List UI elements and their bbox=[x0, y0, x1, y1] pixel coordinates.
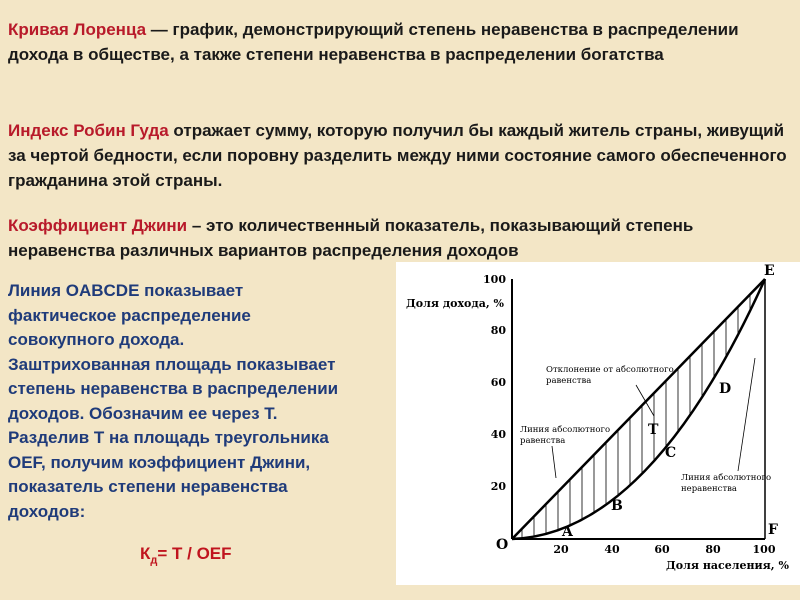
explanation-line: фактическое распределение bbox=[8, 305, 251, 325]
gini-term: Коэффициент Джини bbox=[8, 216, 188, 235]
point-a: A bbox=[562, 524, 573, 540]
y-tick-40: 40 bbox=[490, 428, 506, 441]
lorenz-graph bbox=[396, 262, 800, 585]
lorenz-definition: — график, демонстрирующий степень неравенства в распределении дохода в обществе, а также степени неравенства в распределении богатства bbox=[8, 20, 739, 64]
explanation-line: доходов. Обозначим ее через Т. bbox=[8, 403, 278, 423]
inequality-label-line2: неравенства bbox=[681, 484, 738, 494]
explanation-line: Заштрихованная площадь показывает bbox=[8, 354, 336, 374]
explanation-line: доходов: bbox=[8, 501, 86, 521]
deviation-label-line2: равенства bbox=[546, 376, 592, 386]
y-tick-60: 60 bbox=[490, 376, 506, 389]
point-b: B bbox=[611, 498, 623, 514]
x-axis-label: Доля населения, % bbox=[666, 559, 789, 572]
equality-leader bbox=[552, 446, 556, 478]
lorenz-paragraph bbox=[8, 17, 788, 67]
explanation-line: Разделив Т на площадь треугольника bbox=[8, 428, 329, 447]
robin-hood-paragraph bbox=[8, 118, 788, 193]
x-tick-60: 60 bbox=[654, 543, 670, 556]
y-tick-20: 20 bbox=[490, 480, 506, 493]
point-e: E bbox=[764, 263, 775, 279]
lorenz-term: Кривая Лоренца bbox=[8, 20, 147, 39]
point-o: O bbox=[496, 537, 509, 553]
gini-definition: – это количественный показатель, показывающий степень неравенства различных вариантов распределения доходов bbox=[8, 216, 694, 260]
explanation-line: совокупного дохода. bbox=[8, 330, 185, 349]
robin-hood-definition: отражает сумму, которую получил бы каждый житель страны, живущий за чертой бедности, если поровну разделить между ними состояние самого обеспеченного гражданина этой страны. bbox=[8, 121, 787, 190]
formula-k: К bbox=[140, 544, 151, 563]
point-c: C bbox=[665, 445, 677, 461]
point-d: D bbox=[719, 381, 732, 397]
lorenz-explanation bbox=[8, 279, 400, 524]
explanation-line: Линия OABCDE показывает bbox=[8, 281, 244, 300]
absolute-equality-line bbox=[512, 279, 765, 539]
equality-label-line2: равенства bbox=[520, 436, 566, 446]
deviation-label-line1: Отклонение от абсолютного bbox=[546, 365, 674, 375]
formula-expression: = Т / OEF bbox=[157, 544, 232, 563]
y-axis-label: Доля дохода, % bbox=[406, 297, 504, 310]
x-tick-80: 80 bbox=[705, 543, 721, 556]
gini-formula bbox=[140, 544, 232, 566]
point-f: F bbox=[768, 522, 778, 538]
x-tick-100: 100 bbox=[752, 543, 776, 556]
explanation-line: OEF, получим коэффициент Джини, bbox=[8, 452, 311, 472]
explanation-line: степень неравенства в распределении bbox=[8, 379, 339, 398]
inequality-leader bbox=[738, 358, 755, 471]
gini-paragraph bbox=[8, 213, 788, 263]
explanation-line: показатель степени неравенства bbox=[8, 477, 288, 496]
formula-subscript: д bbox=[150, 554, 158, 567]
inequality-label-line1: Линия абсолютного bbox=[681, 473, 772, 483]
point-t: T bbox=[648, 422, 659, 438]
x-tick-40: 40 bbox=[604, 543, 620, 556]
equality-label-line1: Линия абсолютного bbox=[520, 425, 611, 435]
x-tick-20: 20 bbox=[553, 543, 569, 556]
y-tick-80: 80 bbox=[490, 324, 506, 337]
y-tick-100: 100 bbox=[483, 273, 506, 286]
deviation-leader bbox=[636, 385, 654, 416]
robin-hood-term: Индекс Робин Гуда bbox=[8, 121, 169, 140]
lorenz-graph-svg bbox=[396, 262, 800, 585]
